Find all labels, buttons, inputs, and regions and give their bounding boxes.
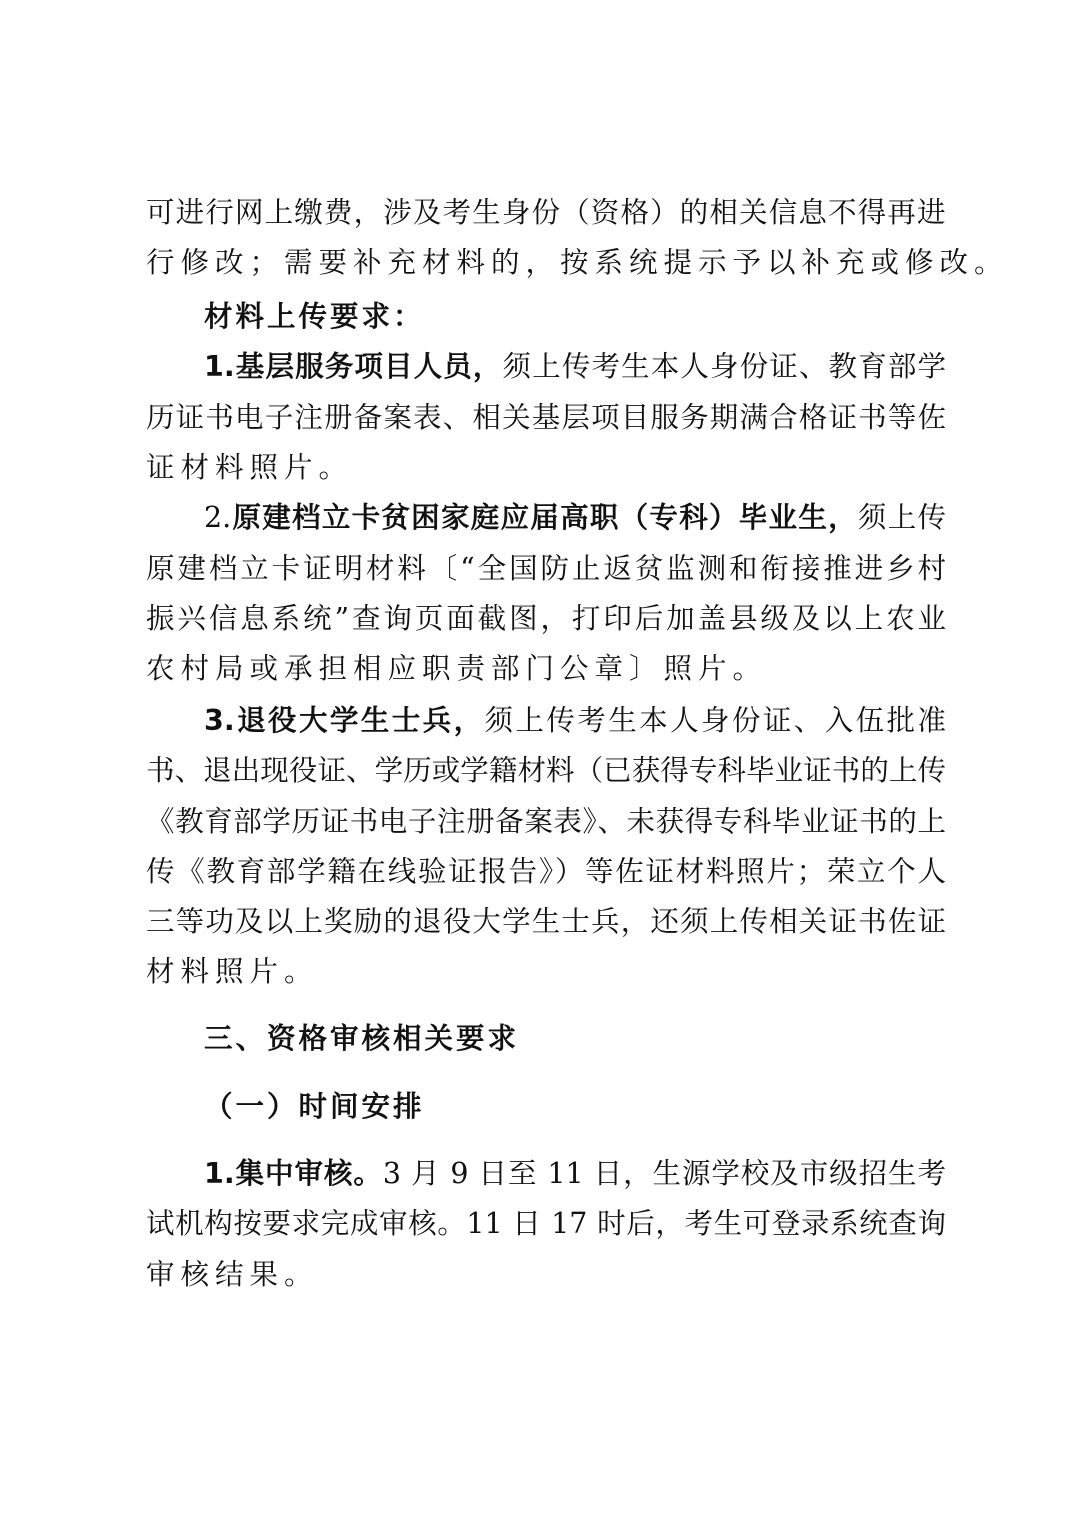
item-3-number: 3. <box>204 704 235 737</box>
intro-line-1: 可进行网上缴费，涉及考生身份（资格）的相关信息不得再进 <box>146 196 946 229</box>
central-review-line-3: 审核结果。 <box>146 1258 319 1291</box>
item-1-line-1 <box>204 345 946 389</box>
item-2-text: 须上传 <box>857 501 946 534</box>
central-review-text: 3 月 9 日至 11 日，生源学校及市级招生考 <box>382 1157 946 1190</box>
subsection-1-heading: （一）时间安排 <box>204 1090 425 1123</box>
item-3-bold-label: 退役大学生士兵， <box>234 704 485 737</box>
item-3-line-6: 材料照片。 <box>146 955 319 988</box>
item-1-line-3: 证材料照片。 <box>146 451 354 484</box>
item-3-line-3: 《教育部学历证书电子注册备案表》、未获得专科毕业证书的上 <box>146 805 946 838</box>
item-3-line-1 <box>204 699 946 743</box>
materials-heading: 材料上传要求： <box>204 300 425 333</box>
item-1-number: 1. <box>204 350 235 383</box>
item-3-line-2: 书、退出现役证、学历或学籍材料（已获得专科毕业证书的上传 <box>146 754 946 787</box>
item-2-bold-label: 原建档立卡贫困家庭应届高职（专科）毕业生， <box>231 501 858 534</box>
item-3-text: 须上传考生本人身份证、入伍批准 <box>484 704 946 737</box>
item-2-line-2: 原建档立卡证明材料〔“全国防止返贫监测和衔接推进乡村 <box>146 552 946 585</box>
item-2-number: 2. <box>204 501 232 534</box>
item-3-line-4: 传《教育部学籍在线验证报告》）等佐证材料照片；荣立个人 <box>146 855 946 888</box>
item-2-line-1 <box>204 496 946 540</box>
item-2-line-4: 农村局或承担相应职责部门公章〕照片。 <box>146 652 768 685</box>
item-3-line-5: 三等功及以上奖励的退役大学生士兵，还须上传相关证书佐证 <box>146 905 946 938</box>
item-2-line-3: 振兴信息系统”查询页面截图，打印后加盖县级及以上农业 <box>146 602 946 635</box>
item-1-text: 须上传考生本人身份证、教育部学 <box>502 350 946 383</box>
item-1-bold-label: 基层服务项目人员， <box>234 350 503 383</box>
central-review-line-1 <box>204 1152 946 1196</box>
central-review-number: 1. <box>204 1157 235 1190</box>
central-review-line-2: 试机构按要求完成审核。11 日 17 时后，考生可登录系统查询 <box>146 1207 946 1240</box>
section-3-heading: 三、资格审核相关要求 <box>204 1022 520 1055</box>
central-review-bold-label: 集中审核。 <box>234 1157 383 1190</box>
intro-line-2: 行修改；需要补充材料的，按系统提示予以补充或修改。 <box>146 246 1009 279</box>
item-1-line-2: 历证书电子注册备案表、相关基层项目服务期满合格证书等佐 <box>146 401 946 434</box>
